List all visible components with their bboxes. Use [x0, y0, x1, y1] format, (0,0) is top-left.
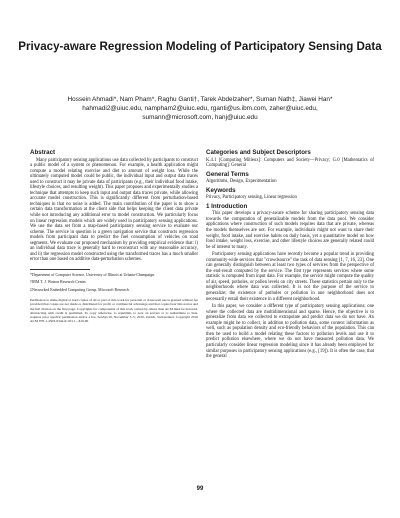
categories-heading: Categories and Subject Descriptors	[206, 149, 311, 156]
author-names: Hossein Ahmadi*, Nam Pham*, Raghu Ganti†, Tarek Abdelzaher*, Suman Nath‡, Jiawei Han*	[67, 96, 333, 103]
author-block	[20, 96, 380, 122]
footnote-1: *Department of Computer Science, University of Illinois at Urbana-Champaign.	[30, 272, 156, 277]
permission-notice: Permission to make digital or hard copies of all or part of this work for personal or classroom use is granted without fee provided that copies are not made or distributed for profit or commercial advantage and that copies bear this notice and the full citation on the first page. Copyrights for components of this work owned by others than ACM must be honored. Abstracting with credit is permitted. To copy otherwise, to republish, to post on servers or to redistribute to lists, requires prior specific permission and/or a fee. SenSys'10, November 3–5, 2010, Zurich, Switzerland. Copyright 2010 ACM 978-1-4503-0344-6/10/11 ...$10.00	[30, 298, 198, 323]
page-number: 99	[196, 486, 204, 492]
introduction-paragraph-2: Participatory sensing applications have recently become a popular trend in providing community-wide services that "crowdsource" the task of data sensing [1, 7, 16, 23]. One can generally distinguish between at least two types of services from the perspective of the end-result computed by the service. The first type represents services where some statistic is computed from input data. For example, the service might compute the quality of air, speed, potholes, or pollen levels on city streets. These statistics pertain only to the neighborhoods where data was collected. It is not the purpose of the service to generalize; the existence of potholes or pollution in one neighborhood does not necessarily entail their existence in a different neighborhood.	[206, 252, 374, 302]
keywords-heading: Keywords	[206, 186, 236, 194]
general-terms-heading: General Terms	[206, 170, 249, 178]
introduction-paragraph-3: In this paper, we consider a different type of participatory sensing applications; one where the collected data are multidimensional and sparse. Hence, the objective is to generalize from data we collected to extrapolate and predict data we do not have. An example might be to collect, in addition to pollution data, some context information as well, such as population density and eco-friendly behaviors of the population. This can then be used to build a model relating these factors to pollution levels and use it to predict pollution elsewhere, where we do not have measured pollution data. We particularly consider linear regression modeling since it has already been employed for similar purposes in participatory sensing applications (e.g., [19]). It is often the case, that the general	[206, 304, 374, 360]
introduction-heading: 1 Introduction	[206, 202, 248, 210]
author-emails-1: hahmadi2@uiuc.edu, nampham2@uiuc.edu, rganti@us.ibm.com, zaher@uiuc.edu,	[82, 104, 318, 112]
footnote-2: †IBM T. J. Watson Research Center.	[30, 280, 87, 285]
abstract-heading: Abstract	[30, 149, 56, 156]
footnote-3: ‡Networked Embedded Computing Group, Microsoft Research.	[30, 287, 130, 292]
footnote-divider	[30, 269, 90, 270]
paper-title: Privacy-aware Regression Modeling of Participatory Sensing Data	[18, 40, 382, 53]
abstract-text: Many participatory sensing applications use data collected by participants to construct a public model of a system or phenomenon. For example, a health application might compute a model relating exercise and diet to amount of weight loss. While the ultimately computed model could be public, the individual input and output data traces used to construct it may be private data of participants (e.g., their individual food intake, lifestyle choices, and resulting weight). This paper proposes and experimentally studies a technique that attempts to keep such input and output data traces private, while allowing accurate model construction. This is significantly different from perturbation-based techniques in that no noise is added. The main contribution of the paper is to show a certain data transformation at the client side that helps keeping the client data private while not introducing any additional error to model construction. We particularly focus on linear regression models which are widely used in participatory sensing applications. We use the data set from a map-based participatory sensing service to evaluate our scheme. The service in question is a green navigation service that constructs regression models from participant data to predict the fuel consumption of vehicles on road segments. We evaluate our proposed mechanism by providing empirical evidence that: i) an individual data trace is generally hard to reconstruct with any reasonable accuracy, and ii) the regression model constructed using the transformed traces has a much smaller error than one based on additive data-perturbation schemes.	[30, 157, 198, 263]
categories-text: K.4.1 [Computing Milieux]: Computers and Society—Privacy; G.0 [Mathematics of Computing]: General	[206, 157, 374, 169]
general-terms-text: Algorithms, Design, Experimentation	[206, 179, 277, 185]
introduction-paragraph-1: This paper develops a privacy-aware scheme for sharing participatory sensing data towards the computation of generalizable models from the data pool. We consider applications where construction of such models requires data that are private, whereas the models themselves are not. For example, individuals might not want to share their weight, food intake, and exercise habits on daily basis, yet a quantitative model on how food intake, weight loss, exercise, and other lifestyle choices are generally related could be of interest to many.	[206, 211, 374, 250]
left-column	[30, 150, 198, 325]
author-emails-2: sumann@microsoft.com, hanj@uiuc.edu	[142, 113, 258, 121]
right-column	[206, 150, 374, 362]
keywords-text: Privacy, Participatory sensing, Linear regression	[206, 195, 297, 201]
